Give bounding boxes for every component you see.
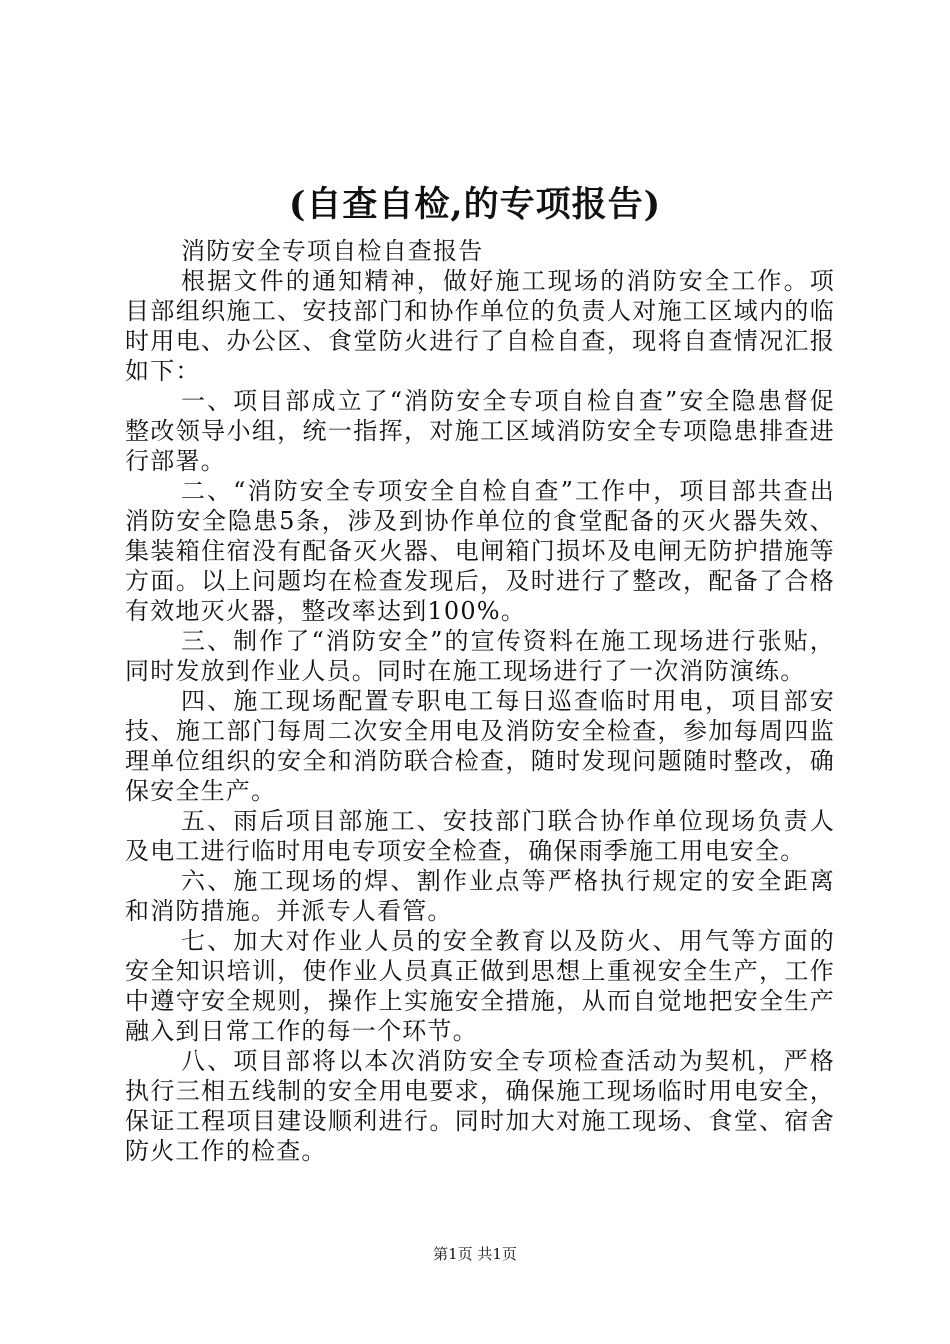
paragraph-item-5: 五、雨后项目部施工、安技部门联合协作单位现场负责人及电工进行临时用电专项安全检查，确保雨季施工用电安全。: [125, 807, 835, 865]
paragraph-item-7: 七、加大对作业人员的安全教育以及防火、用气等方面的安全知识培训，使作业人员真正做到思想上重视安全生产，工作中遵守安全规则，操作上实施安全措施，从而自觉地把安全生产融入到日常工作的每一个环节。: [125, 927, 835, 1045]
paragraph-item-8: 八、项目部将以本次消防安全专项检查活动为契机，严格执行三相五线制的安全用电要求，确保施工现场临时用电安全，保证工程项目建设顺利进行。同时加大对施工现场、食堂、宿舍防火工作的检查。: [125, 1047, 835, 1165]
paragraph-item-2: 二、“消防安全专项安全自检自查”工作中，项目部共查出消防安全隐患5条，涉及到协作单位的食堂配备的灭火器失效、集装箱住宿没有配备灭火器、电闸箱门损坏及电闸无防护措施等方面。以上问题均在检查发现后，及时进行了整改，配备了合格有效地灭火器，整改率达到100%。: [125, 477, 835, 625]
paragraph-subtitle: 消防安全专项自检自查报告: [181, 237, 484, 265]
page-footer: 第1页 共1页: [433, 1245, 517, 1263]
document-title: (自查自检,的专项报告): [288, 184, 662, 225]
paragraph-item-1: 一、项目部成立了“消防安全专项自检自查”安全隐患督促整改领导小组，统一指挥，对施工区域消防安全专项隐患排查进行部署。: [125, 387, 835, 475]
paragraph-item-6: 六、施工现场的焊、割作业点等严格执行规定的安全距离和消防措施。并派专人看管。: [125, 867, 835, 925]
paragraph-item-4: 四、施工现场配置专职电工每日巡查临时用电，项目部安技、施工部门每周二次安全用电及消防安全检查，参加每周四监理单位组织的安全和消防联合检查，随时发现问题随时整改，确保安全生产。: [125, 687, 835, 805]
document-body: [125, 236, 835, 1166]
paragraph-intro: 根据文件的通知精神，做好施工现场的消防安全工作。项目部组织施工、安技部门和协作单位的负责人对施工区域内的临时用电、办公区、食堂防火进行了自检自查，现将自查情况汇报如下：: [125, 267, 835, 385]
paragraph-item-3: 三、制作了“消防安全”的宣传资料在施工现场进行张贴，同时发放到作业人员。同时在施工现场进行了一次消防演练。: [125, 627, 835, 685]
